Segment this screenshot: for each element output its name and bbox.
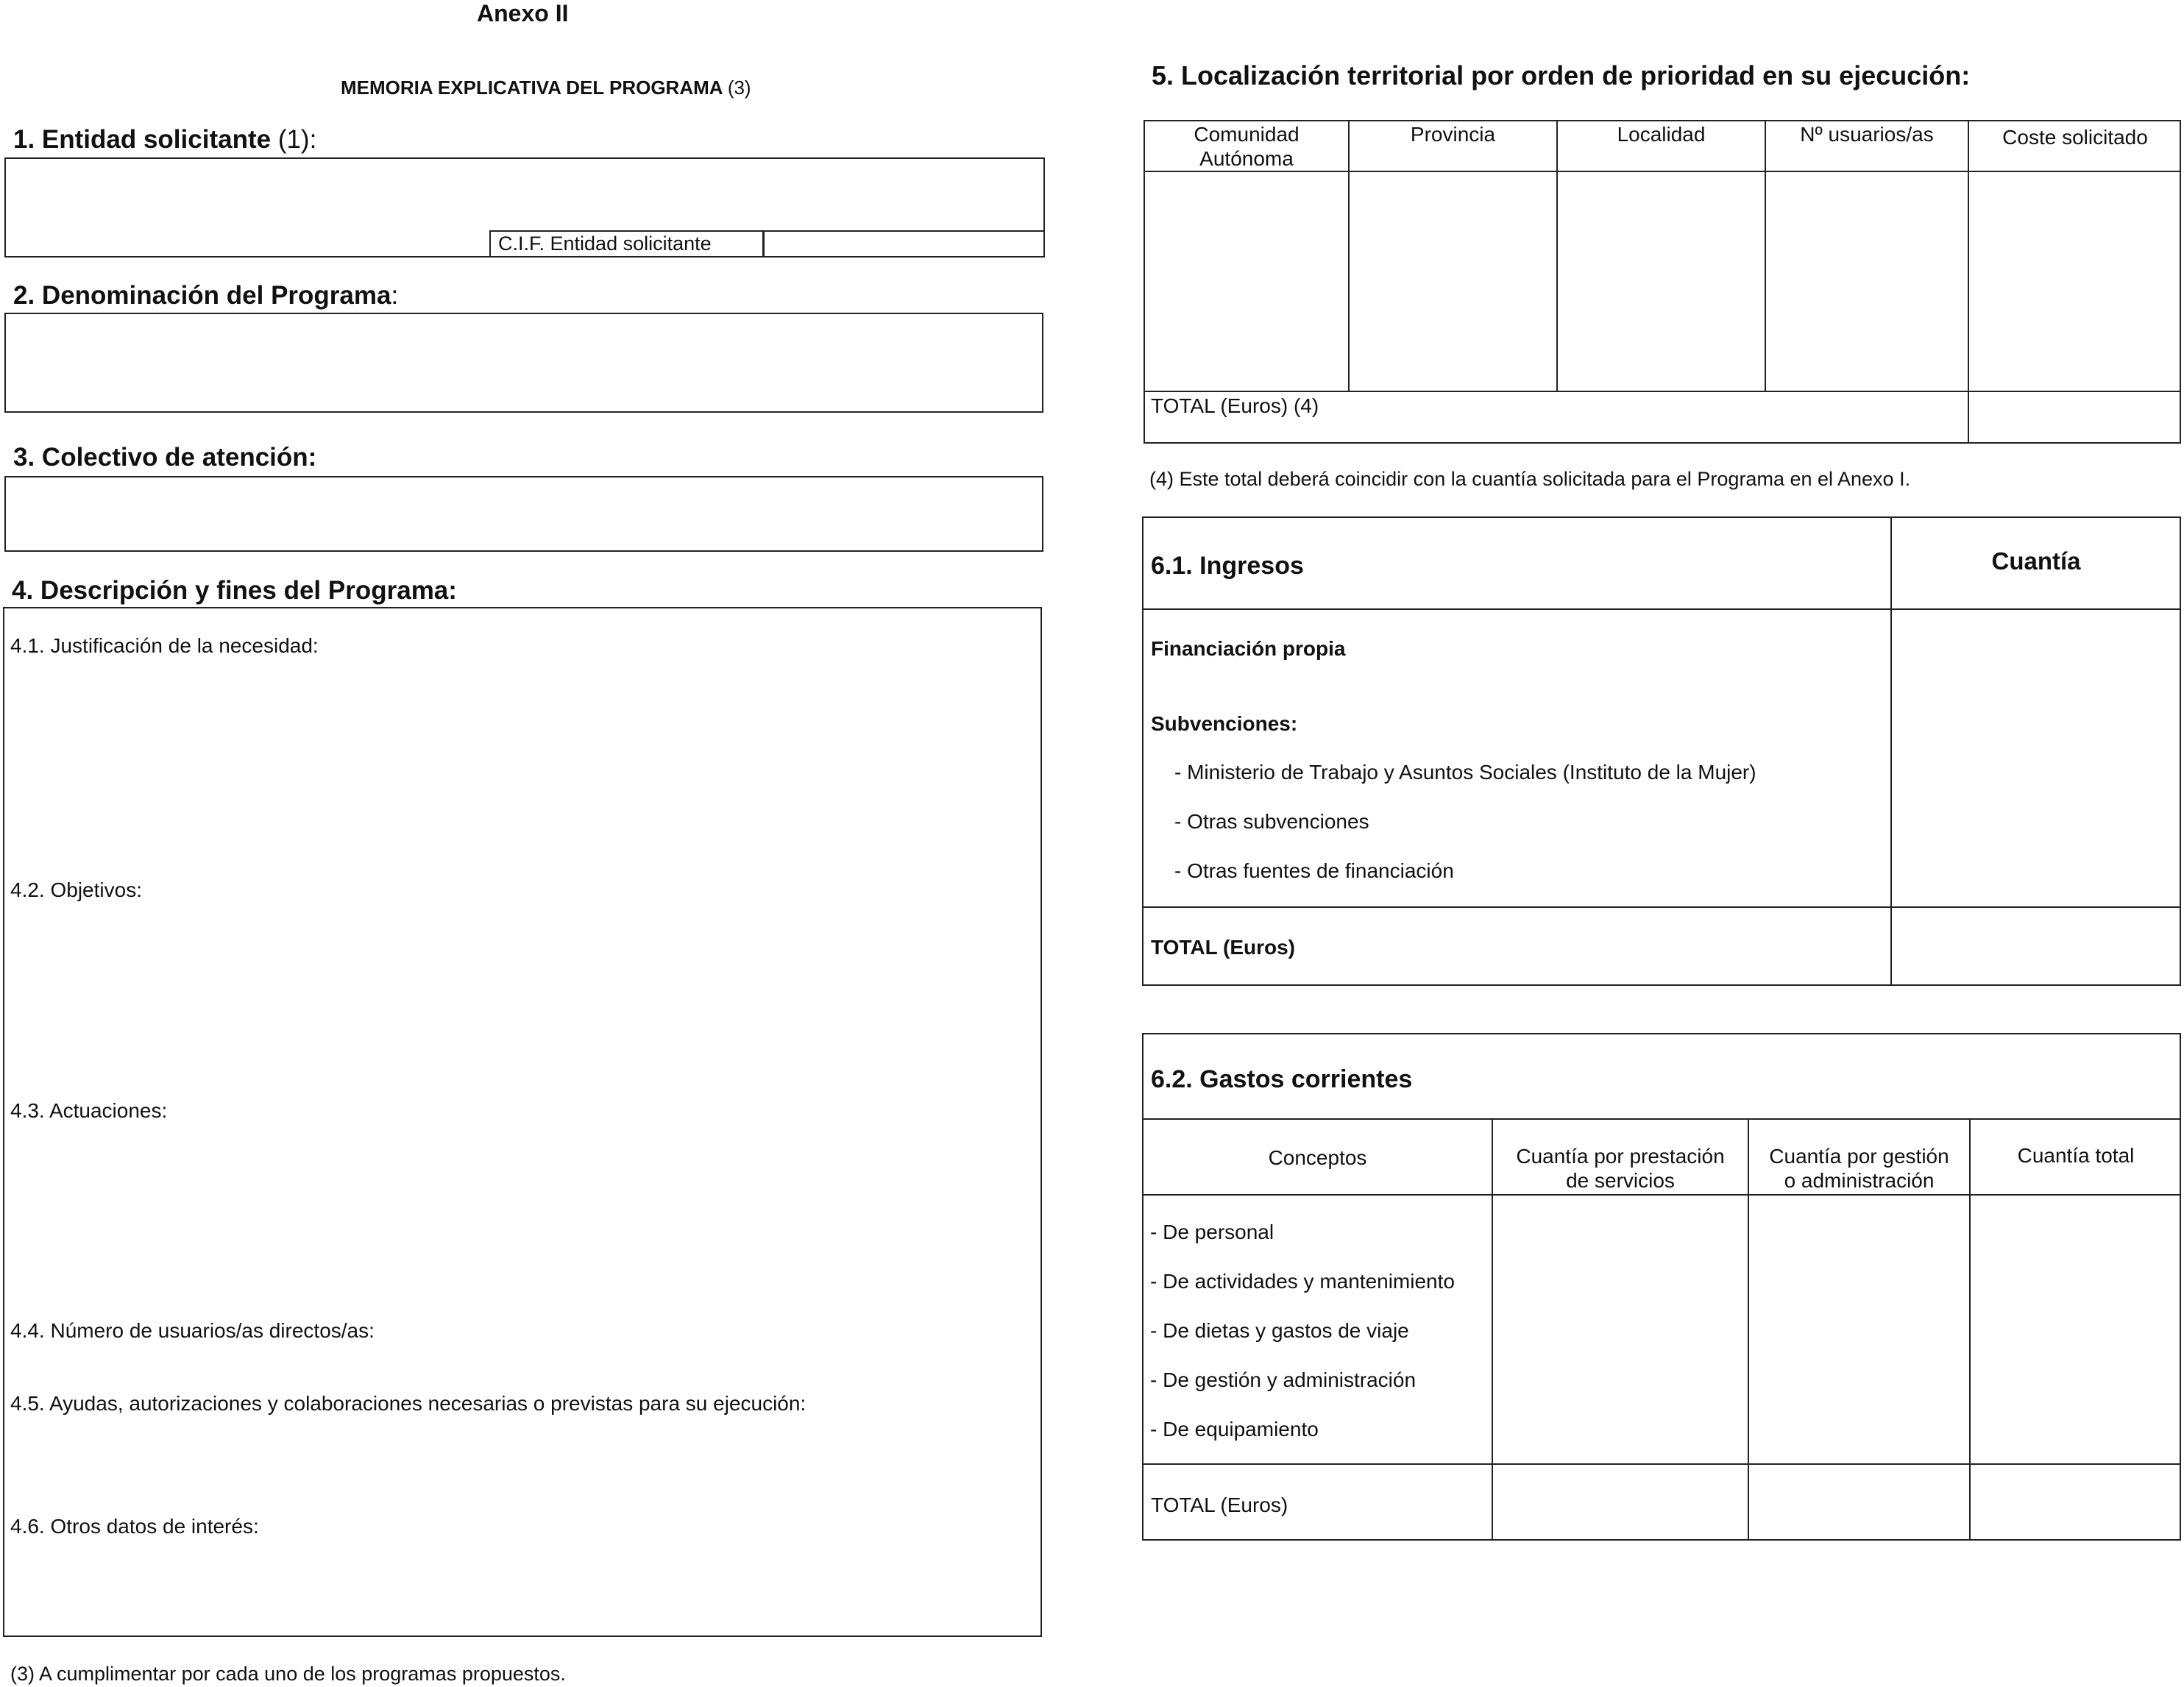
subsidy-ministry: - Ministerio de Trabajo y Asuntos Sociales (Instituto de la Mujer) xyxy=(1174,761,1756,784)
services-line2: de servicios xyxy=(1566,1169,1675,1192)
expenses-title-divider xyxy=(1142,1118,2181,1120)
admin-amount-field[interactable] xyxy=(1750,1196,1968,1463)
section2-suffix: : xyxy=(391,281,399,310)
item-4-5: 4.5. Ayudas, autorizaciones y colaboraciones necesarias o previstas para su ejecución: xyxy=(10,1392,806,1415)
location-col-locality: Localidad xyxy=(1617,123,1706,146)
total-amount-field[interactable] xyxy=(1971,1196,2180,1463)
concept-activities: - De actividades y mantenimiento xyxy=(1150,1270,1455,1293)
item-4-6: 4.6. Otros datos de interés: xyxy=(10,1515,259,1538)
location-col-divider-2 xyxy=(1556,120,1558,392)
expenses-col-divider-3 xyxy=(1969,1118,1971,1541)
location-col-cost: Coste solicitado xyxy=(2002,126,2148,149)
section1-title-text: 1. Entidad solicitante xyxy=(13,125,272,154)
location-total-label: TOTAL (Euros) (4) xyxy=(1151,394,1319,417)
admin-line1: Cuantía por gestión xyxy=(1769,1145,1949,1168)
income-header-divider xyxy=(1142,608,2181,610)
admin-total-field[interactable] xyxy=(1750,1466,1968,1539)
services-line1: Cuantía por prestación xyxy=(1516,1145,1725,1168)
expenses-col-concepts: Conceptos xyxy=(1268,1146,1367,1169)
annex-title: Anexo II xyxy=(477,0,569,26)
concept-travel: - De dietas y gastos de viaje xyxy=(1150,1319,1409,1342)
item-4-2: 4.2. Objetivos: xyxy=(10,878,142,901)
community-line1: Comunidad xyxy=(1194,123,1300,146)
item-4-1: 4.1. Justificación de la necesidad: xyxy=(10,634,319,657)
memoria-title-text: MEMORIA EXPLICATIVA DEL PROGRAMA xyxy=(341,77,723,99)
section5-title: 5. Localización territorial por orden de prioridad en su ejecución: xyxy=(1152,60,1971,90)
location-col-province: Provincia xyxy=(1410,123,1496,146)
services-total-field[interactable] xyxy=(1494,1466,1747,1539)
subsidy-other-sources: - Otras fuentes de financiación xyxy=(1174,859,1454,882)
own-funding-label: Financiación propia xyxy=(1151,637,1346,660)
location-col-community xyxy=(1145,122,1348,171)
description-field[interactable] xyxy=(3,607,1042,1637)
subsidy-other: - Otras subvenciones xyxy=(1174,810,1369,833)
location-col-divider-1 xyxy=(1348,120,1350,392)
grand-total-field[interactable] xyxy=(1971,1466,2180,1539)
target-group-field[interactable] xyxy=(4,476,1043,552)
section1-title xyxy=(13,127,316,152)
location-header-divider xyxy=(1144,171,2181,172)
memoria-ref: (3) xyxy=(727,77,751,99)
expenses-col-services xyxy=(1493,1144,1748,1193)
expenses-header-divider xyxy=(1142,1194,2181,1196)
expenses-total-divider xyxy=(1142,1463,2181,1465)
item-4-3: 4.3. Actuaciones: xyxy=(10,1099,168,1122)
community-line2: Autónoma xyxy=(1199,147,1294,170)
expenses-col-total: Cuantía total xyxy=(2017,1144,2135,1167)
item-4-4: 4.4. Número de usuarios/as directos/as: xyxy=(10,1319,375,1342)
cif-label: C.I.F. Entidad solicitante xyxy=(498,232,712,255)
expenses-col-admin xyxy=(1749,1144,1969,1193)
location-total-field[interactable] xyxy=(1970,393,2180,441)
expenses-total-label: TOTAL (Euros) xyxy=(1151,1494,1288,1516)
concept-personnel: - De personal xyxy=(1150,1221,1274,1243)
services-amount-field[interactable] xyxy=(1494,1196,1747,1463)
location-col-divider-4 xyxy=(1968,120,1969,444)
section3-title: 3. Colectivo de atención: xyxy=(13,443,317,472)
memoria-title xyxy=(341,78,751,97)
cif-field[interactable] xyxy=(762,230,1045,258)
income-amount-field[interactable] xyxy=(1893,611,2180,905)
concept-equipment: - De equipamiento xyxy=(1150,1418,1319,1441)
section1-ref: (1): xyxy=(277,125,317,154)
admin-line2: o administración xyxy=(1784,1169,1935,1192)
program-name-field[interactable] xyxy=(4,313,1043,413)
income-total-divider xyxy=(1142,906,2181,908)
subsidies-label: Subvenciones: xyxy=(1151,712,1298,735)
section4-title: 4. Descripción y fines del Programa: xyxy=(12,576,457,605)
location-note: (4) Este total deberá coincidir con la cuantía solicitada para el Programa en el Anexo I. xyxy=(1149,468,1911,490)
income-amount-header: Cuantía xyxy=(1991,547,2081,575)
location-col-divider-3 xyxy=(1765,120,1766,392)
section2-title xyxy=(13,283,398,308)
income-total-field[interactable] xyxy=(1893,909,2180,984)
income-col-divider xyxy=(1890,516,1892,986)
location-col-users: Nº usuarios/as xyxy=(1800,123,1934,146)
expenses-title: 6.2. Gastos corrientes xyxy=(1151,1065,1413,1093)
income-title: 6.1. Ingresos xyxy=(1151,552,1304,580)
income-total-label: TOTAL (Euros) xyxy=(1151,936,1295,959)
location-total-divider xyxy=(1144,391,2181,392)
footnote-3: (3) A cumplimentar por cada uno de los programas propuestos. xyxy=(10,1663,566,1685)
concept-management: - De gestión y administración xyxy=(1150,1368,1417,1391)
section2-title-text: 2. Denominación del Programa xyxy=(13,281,391,310)
